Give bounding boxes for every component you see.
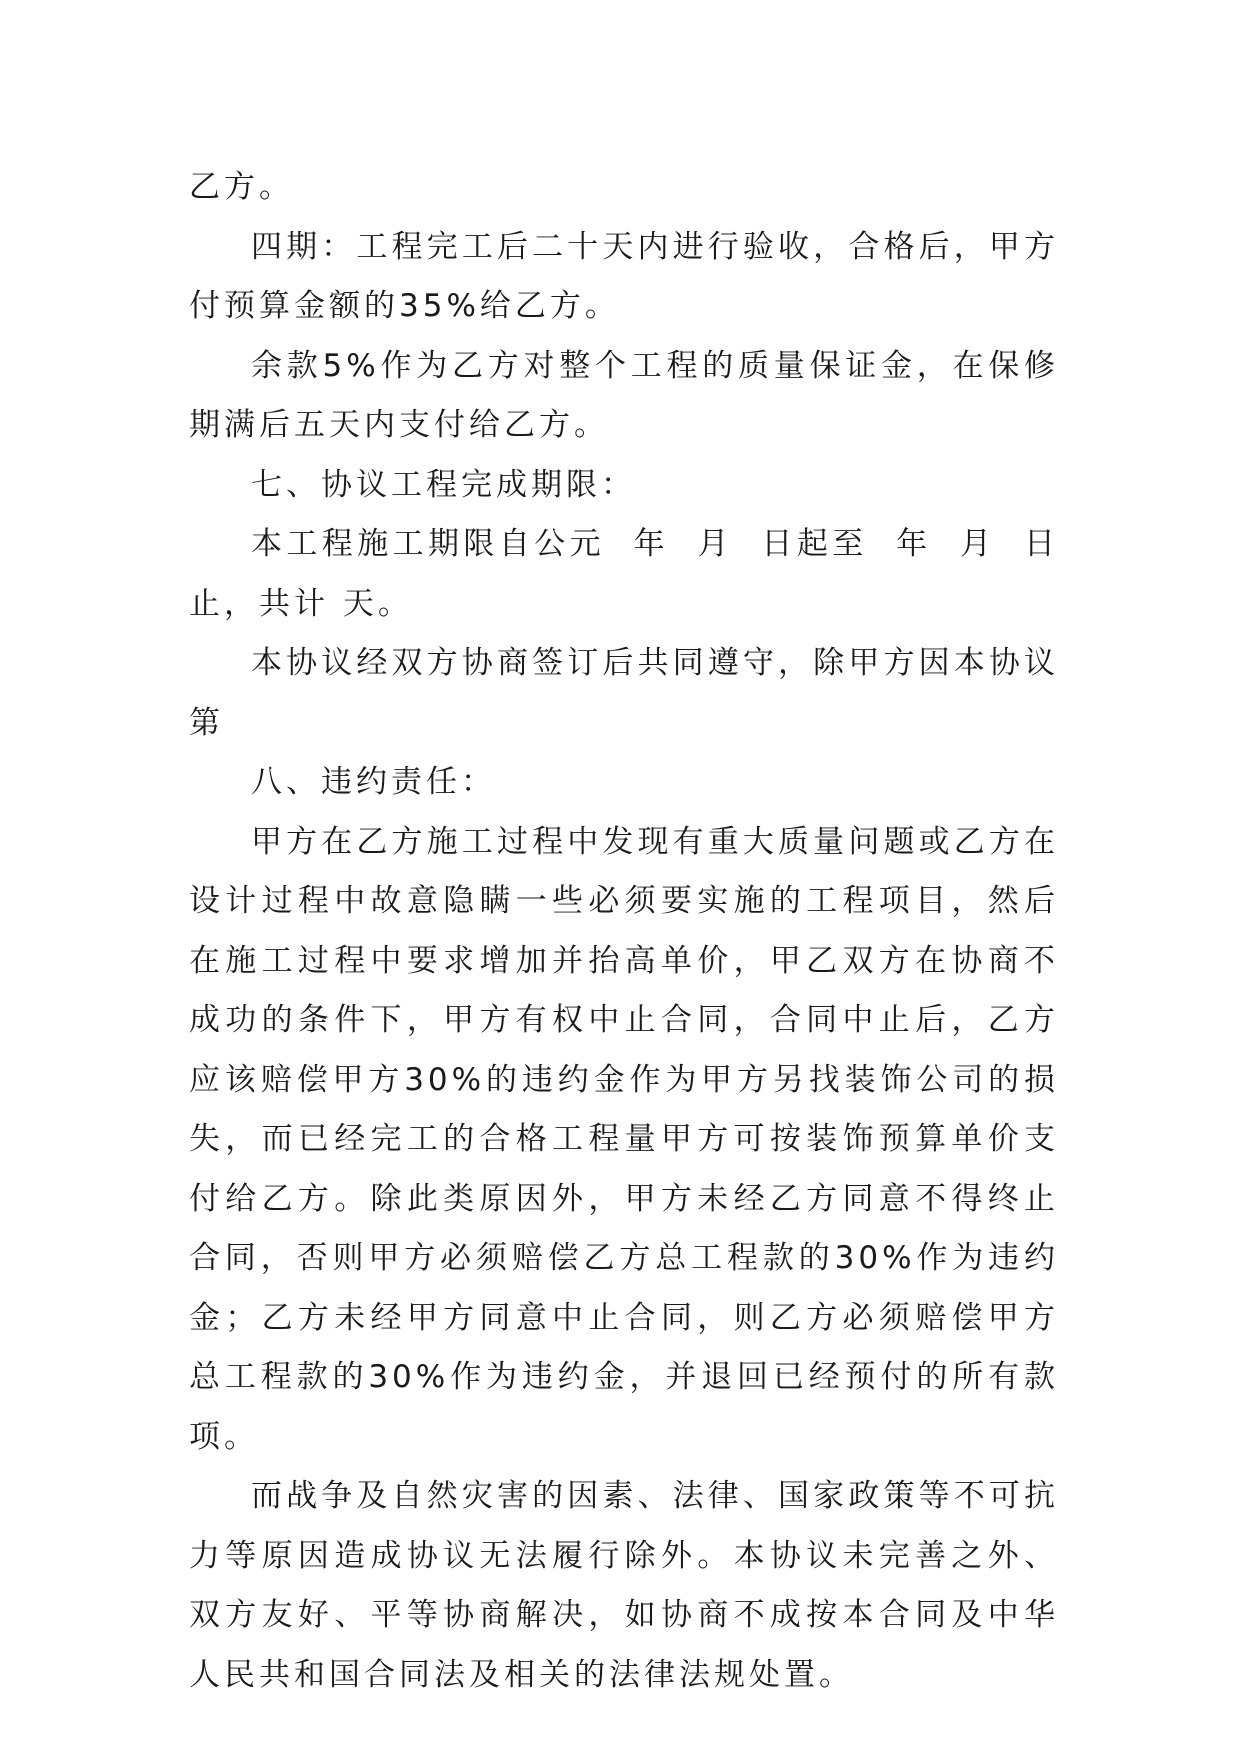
document-body: [189, 158, 1059, 1705]
paragraph-agreement-compliance: 本协议经双方协商签订后共同遵守，除甲方因本协议第: [189, 645, 1059, 741]
paragraph-retention: 余款5%作为乙方对整个工程的质量保证金，在保修期满后五天内支付给乙方。: [189, 347, 1059, 443]
paragraph-phase-four: 四期：工程完工后二十天内进行验收，合格后，甲方付预算金额的35%给乙方。: [189, 228, 1059, 324]
section-heading-completion-period: 七、协议工程完成期限：: [251, 466, 636, 503]
paragraph-breach-terms: 甲方在乙方施工过程中发现有重大质量问题或乙方在设计过程中故意隐瞒一些必须要实施的工程项目，然后在施工过程中要求增加并抬高单价，甲乙双方在协商不成功的条件下，甲方有权中止合同，合同中止后，乙方应该赔偿甲方30%的违约金作为甲方另找装饰公司的损失，而已经完工的合格工程量甲方可按装饰预算单价支付给乙方。除此类原因外，甲方未经乙方同意不得终止合同，否则甲方必须赔偿乙方总工程款的30%作为违约金；乙方未经甲方同意中止合同，则乙方必须赔偿甲方总工程款的30%作为违约金，并退回已经预付的所有款项。: [189, 823, 1059, 1455]
paragraph-construction-period: 本工程施工期限自公元 年 月 日起至 年 月 日止，共计 天。: [189, 526, 1059, 622]
section-heading-breach-liability: 八、违约责任：: [251, 764, 496, 800]
paragraph-continuation: 乙方。: [189, 169, 294, 205]
paragraph-force-majeure: 而战争及自然灾害的因素、法律、国家政策等不可抗力等原因造成协议无法履行除外。本协议未完善之外、双方友好、平等协商解决，如协商不成按本合同及中华人民共和国合同法及相关的法律法规处置。: [189, 1478, 1059, 1693]
